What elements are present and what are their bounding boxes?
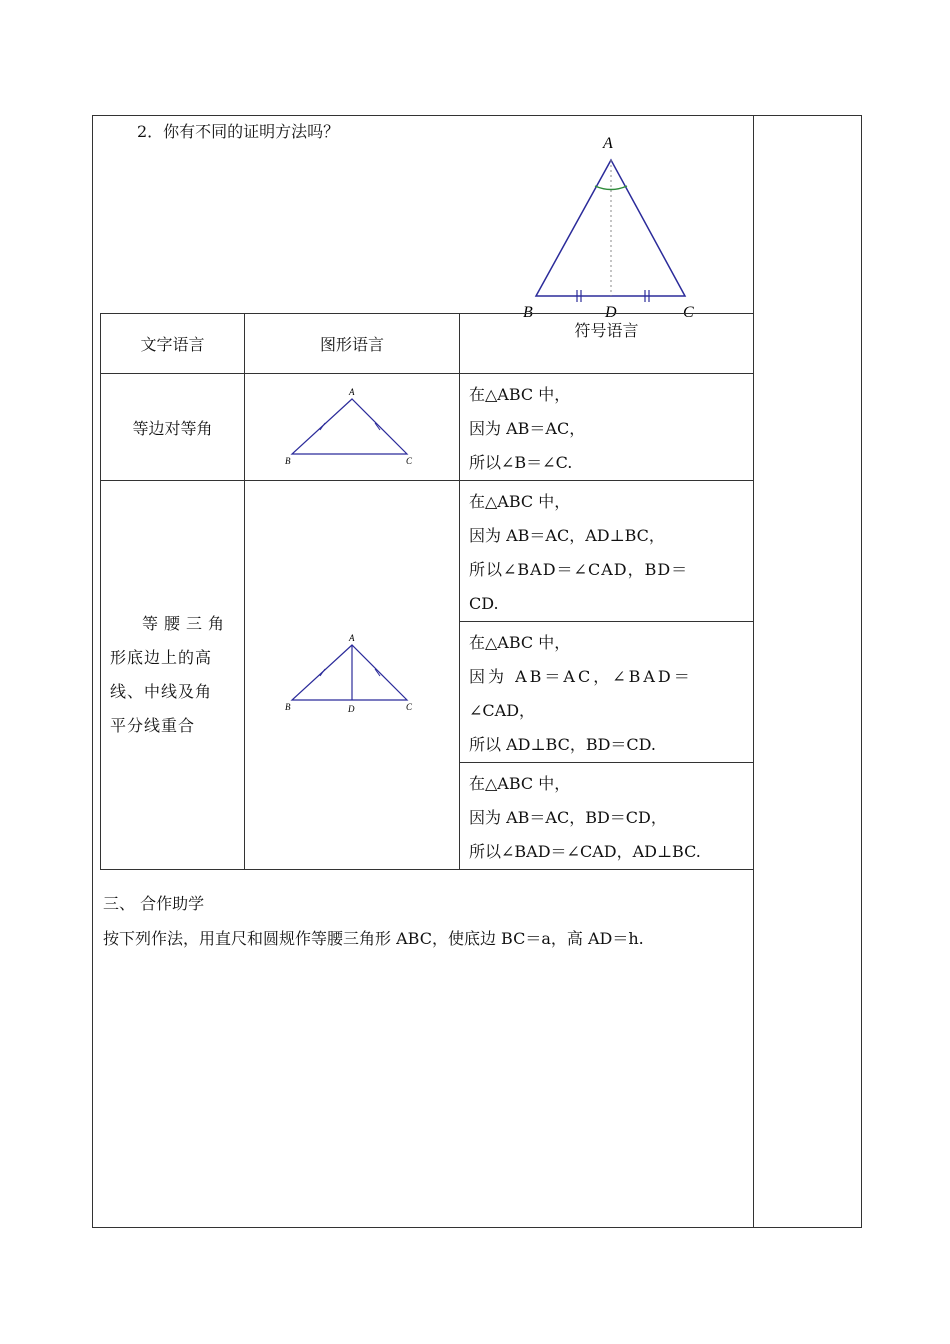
section-3-title: 三、 合作助学 — [103, 894, 205, 913]
row2-sub1-symbols: 在△ABC 中， 因为 AB＝AC，AD⊥BC， 所以∠BAD＝∠CAD，BD＝ CD. — [469, 492, 689, 613]
svg-text:C: C — [406, 702, 413, 712]
svg-text:A: A — [349, 387, 355, 397]
row2-text: 等腰三角 形底边上的高 线、中线及角 平分线重合 — [110, 614, 231, 735]
header-text-lang: 文字语言 — [101, 314, 245, 374]
header-graphic-lang: 图形语言 — [245, 314, 460, 374]
row1-symbols: 在△ABC 中， 因为 AB＝AC， 所以∠B＝∠C. — [469, 385, 586, 472]
svg-text:A: A — [349, 633, 355, 643]
question-2: 2．你有不同的证明方法吗？ — [137, 122, 340, 141]
isosceles-triangle-figure — [515, 130, 715, 325]
label-d: D — [605, 304, 617, 321]
row2-sub3-symbols: 在△ABC 中， 因为 AB＝AC，BD＝CD， 所以∠BAD＝∠CAD，AD⊥BC. — [469, 774, 701, 861]
svg-text:D: D — [348, 704, 355, 713]
property-table — [100, 313, 754, 870]
row2-triangle-figure — [282, 633, 422, 713]
header-symbol-lang: 符号语言 — [574, 321, 639, 340]
row2-sub2-symbols: 在△ABC 中， 因为 AB＝AC，∠BAD＝ ∠CAD， 所以 AD⊥BC，BD＝CD. — [469, 633, 693, 754]
row1-triangle-figure — [282, 385, 422, 465]
svg-text:B: B — [285, 456, 291, 465]
section-3-body: 按下列作法，用直尺和圆规作等腰三角形 ABC，使底边 BC＝a，高 AD＝h. — [103, 929, 644, 948]
svg-text:B: B — [285, 702, 291, 712]
row1-text: 等边对等角 — [101, 374, 245, 481]
label-b: B — [523, 304, 533, 321]
label-a: A — [603, 135, 613, 152]
svg-text:C: C — [406, 456, 413, 465]
label-c: C — [683, 304, 694, 321]
